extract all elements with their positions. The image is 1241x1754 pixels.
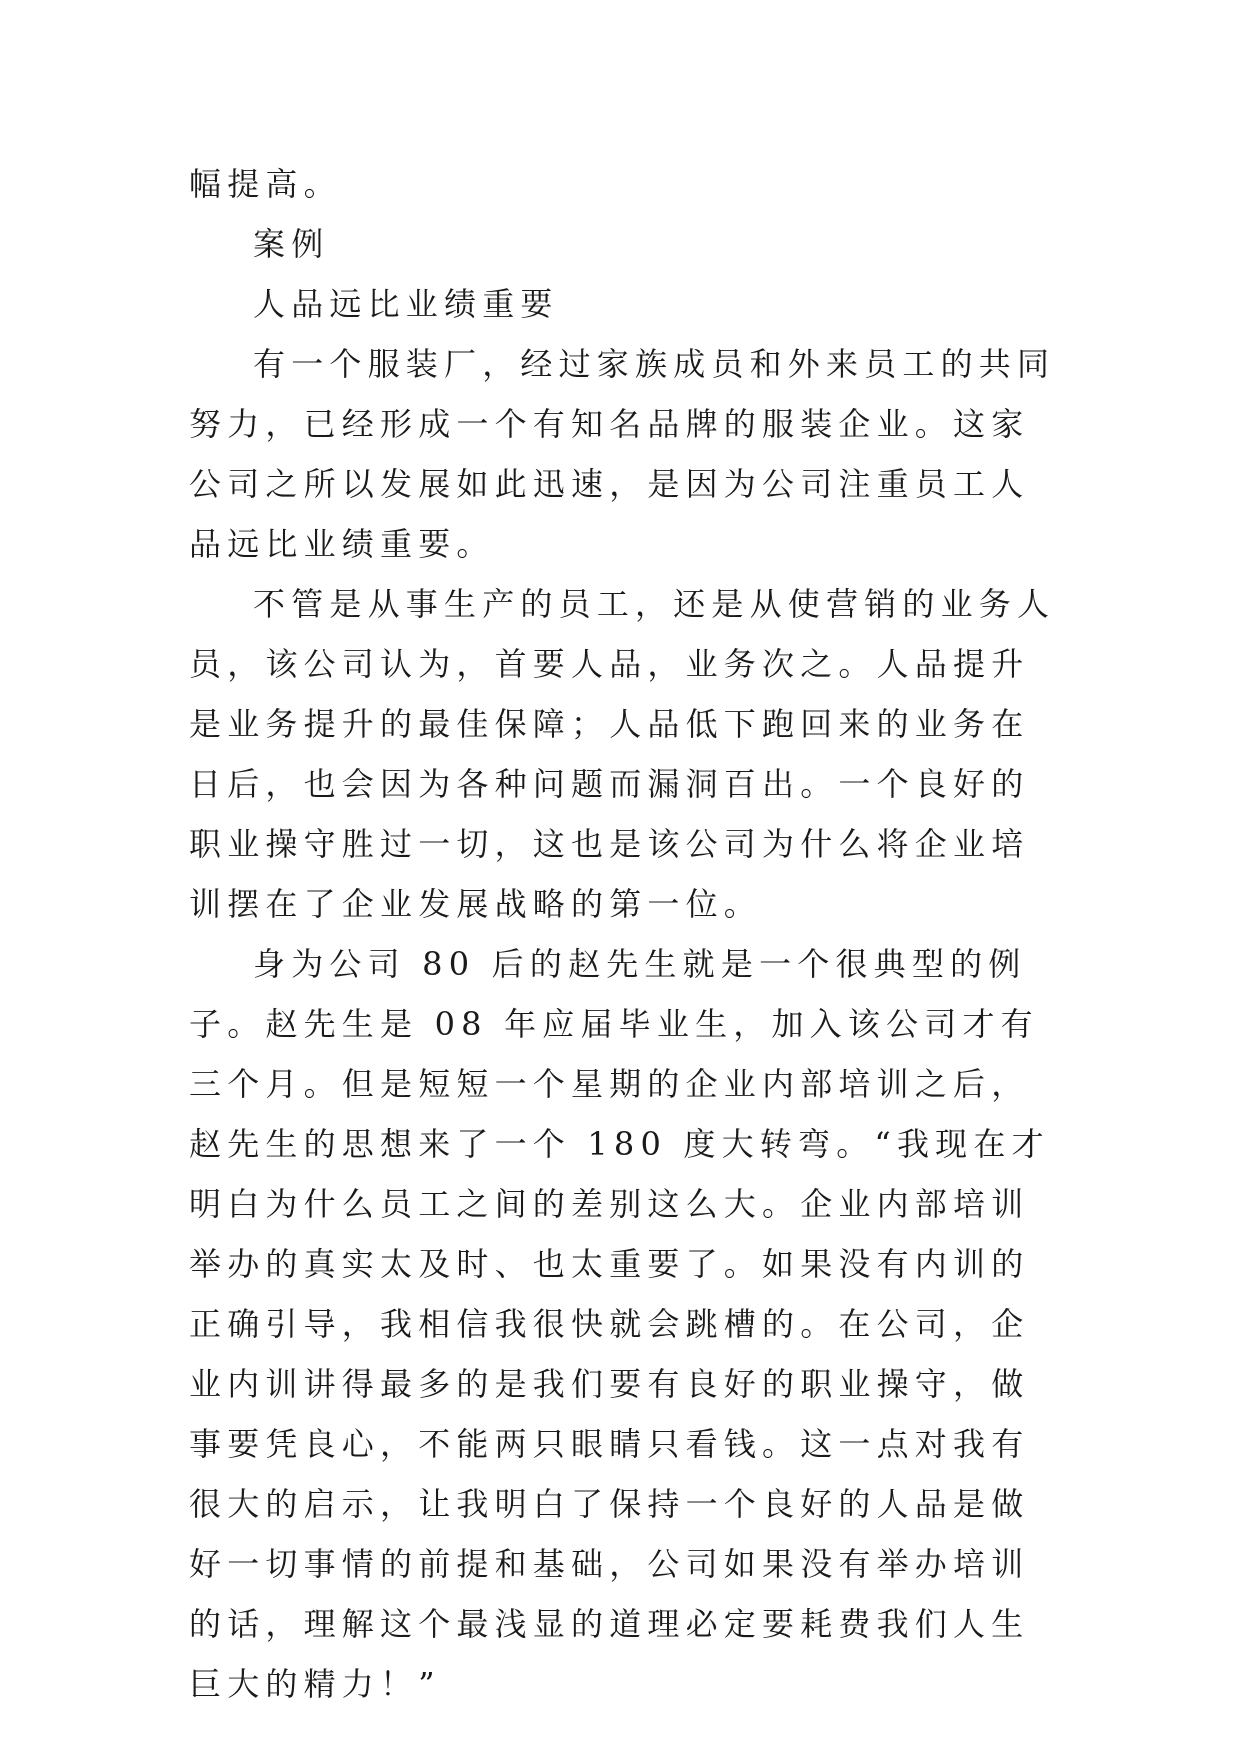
- case-title: 人品远比业绩重要: [253, 285, 559, 323]
- section-label: 案例: [253, 225, 330, 263]
- paragraph-continuation: 幅提高。: [189, 165, 342, 203]
- paragraph: 身为公司 80 后的赵先生就是一个很典型的例子。赵先生是 08 年应届毕业生，加入该公司才有三个月。但是短短一个星期的企业内部培训之后，赵先生的思想来了一个 180 度大转弯。“我现在才明白为什么员工之间的差别这么大。企业内部培训举办的真实太及时、也太重要了。如果没有内训的正确引导，我相信我很快就会跳槽的。在公司，企业内训讲得最多的是我们要有良好的职业操守，做事要凭良心，不能两只眼睛只看钱。这一点对我有很大的启示，让我明白了保持一个良好的人品是做好一切事情的前提和基础，公司如果没有举办培训的话，理解这个最浅显的道理必定要耗费我们人生巨大的精力！”: [189, 945, 1050, 1703]
- document-body: [189, 154, 1059, 1714]
- paragraph: 有一个服装厂，经过家族成员和外来员工的共同努力，已经形成一个有知名品牌的服装企业。这家公司之所以发展如此迅速，是因为公司注重员工人品远比业绩重要。: [189, 345, 1056, 563]
- paragraph: 不管是从事生产的员工，还是从使营销的业务人员，该公司认为，首要人品，业务次之。人品提升是业务提升的最佳保障；人品低下跑回来的业务在日后，也会因为各种问题而漏洞百出。一个良好的职业操守胜过一切，这也是该公司为什么将企业培训摆在了企业发展战略的第一位。: [189, 585, 1056, 923]
